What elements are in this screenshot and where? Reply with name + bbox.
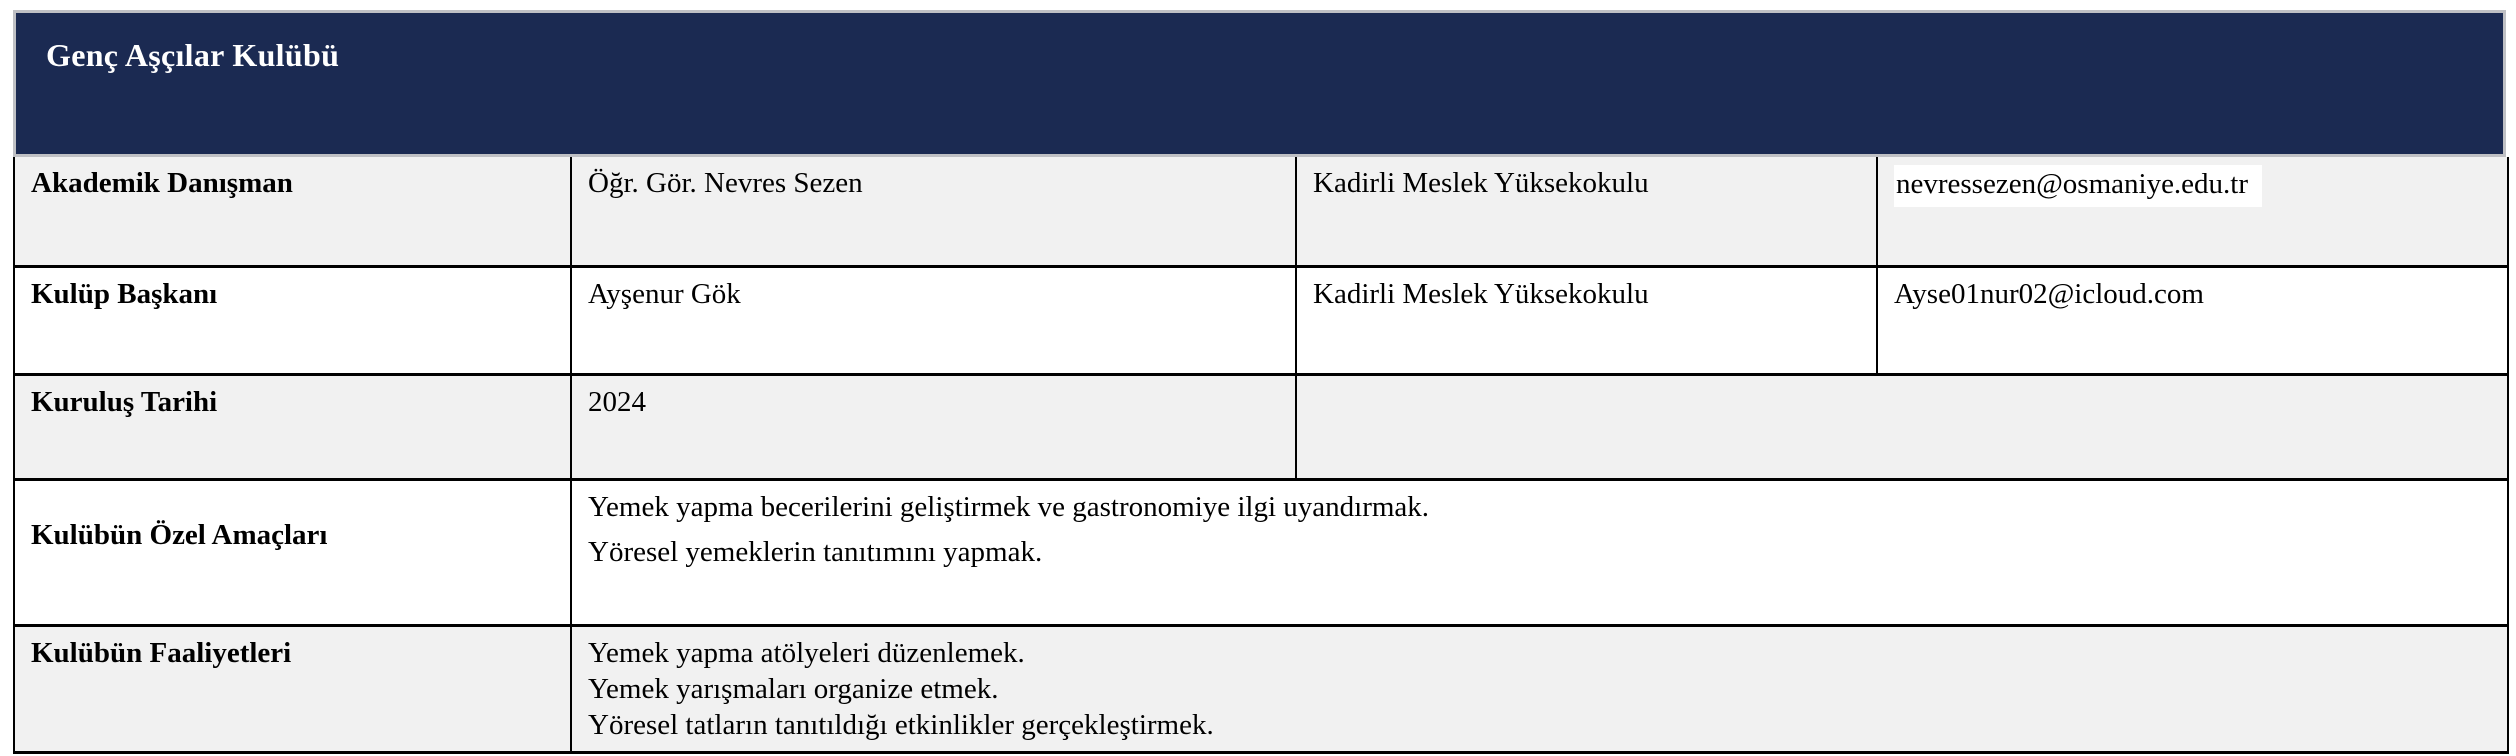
goal-item: Yöresel yemeklerin tanıtımını yapmak.	[588, 535, 1043, 568]
goal-item: Yemek yapma becerilerini geliştirmek ve gastronomiye ilgi uyandırmak.	[588, 490, 1430, 523]
advisor-institution-cell: Kadirli Meslek Yüksekokulu	[1296, 157, 1877, 266]
club-header-banner	[13, 10, 2506, 157]
activity-item: Yemek yarışmaları organize etmek.	[588, 672, 999, 705]
president-name-cell: Ayşenur Gök	[571, 266, 1296, 374]
founding-year-cell: 2024	[571, 374, 1296, 479]
table-row-advisor	[14, 157, 2508, 266]
advisor-name-cell: Öğr. Gör. Nevres Sezen	[571, 157, 1296, 266]
advisor-email-highlight: nevressezen@osmaniye.edu.tr	[1894, 165, 2262, 207]
table-row-activities	[14, 625, 2508, 752]
advisor-email-cell	[1877, 157, 2508, 266]
founding-date-label-cell: Kuruluş Tarihi	[14, 374, 571, 479]
table-row-goals	[14, 479, 2508, 625]
table-row-founding-date	[14, 374, 2508, 479]
president-institution-cell: Kadirli Meslek Yüksekokulu	[1296, 266, 1877, 374]
president-email-cell: Ayse01nur02@icloud.com	[1877, 266, 2508, 374]
president-label-cell: Kulüp Başkanı	[14, 266, 571, 374]
club-title: Genç Aşçılar Kulübü	[46, 37, 340, 73]
activity-item: Yöresel tatların tanıtıldığı etkinlikler gerçekleştirmek.	[588, 708, 1214, 741]
table-row-president	[14, 266, 2508, 374]
club-info-table	[13, 157, 2509, 754]
founding-empty-cell	[1296, 374, 2508, 479]
activity-item: Yemek yapma atölyeleri düzenlemek.	[588, 636, 1025, 669]
advisor-label-cell: Akademik Danışman	[14, 157, 571, 266]
activities-label-cell: Kulübün Faaliyetleri	[14, 625, 571, 752]
goals-value-cell	[571, 479, 2508, 625]
goals-label-cell: Kulübün Özel Amaçları	[14, 479, 571, 625]
activities-value-cell	[571, 625, 2508, 752]
